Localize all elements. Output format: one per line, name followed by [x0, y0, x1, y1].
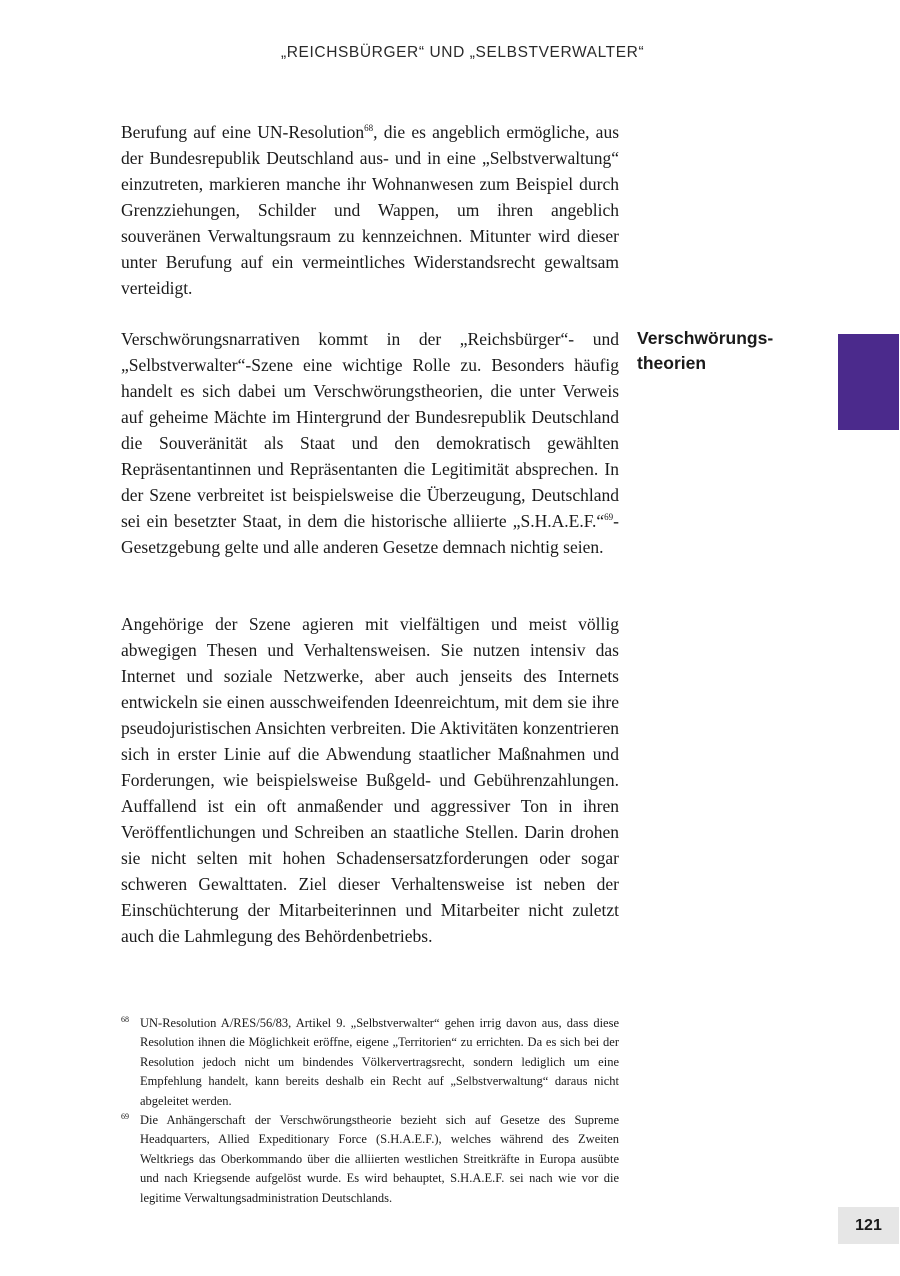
paragraph-2 — [121, 326, 619, 560]
paragraph-1 — [121, 119, 619, 301]
footnote-69 — [121, 1111, 619, 1208]
footnotes — [121, 1014, 619, 1208]
paragraph-2-text-a: Verschwörungsnarrativen kommt in der „Reichsbürger“- und „Selbstverwalter“-Szene eine wichtige Rolle zu. Besonders häufig handelt es sich dabei um Verschwörungstheorien, die unter Verweis auf geheime Mächte im Hintergrund der Bundesrepublik Deutschland die Souveränität als Staat und den demokratisch gewählten Repräsentantinnen und Repräsentanten die Legitimität absprechen. In der Szene verbreitet ist beispielsweise die Überzeugung, Deutschland sei ein besetzter Staat, in dem die historische alliierte „S.H.A.E.F.“ — [121, 329, 619, 531]
paragraph-1-text-b: , die es angeblich ermögliche, aus der Bundesrepublik Deutschland aus- und in eine „Selbstverwaltung“ einzutreten, markieren manche ihr Wohnanwesen zum Beispiel durch Grenzziehungen, Schilder und Wappen, um ihren angeblich souveränen Verwaltungsraum zu kennzeichnen. Mitunter wird dieser unter Berufung auf ein vermeintliches Widerstandsrecht gewaltsam verteidigt. — [121, 122, 620, 298]
running-head: „REICHSBÜRGER“ UND „SELBSTVERWALTER“ — [281, 44, 645, 61]
footnote-number: 68 — [121, 1015, 129, 1024]
footnote-ref-68[interactable]: 68 — [364, 123, 374, 133]
footnote-text: Die Anhängerschaft der Verschwörungstheorie bezieht sich auf Gesetze des Supreme Headquarters, Allied Expeditionary Force (S.H.A.E.F.), welches während des Zweiten Weltkriegs das Oberkommando über die alliierten westlichen Streitkräfte in Europa ausübte und nach Kriegsende aufgelöst wurde. Es wird behauptet, S.H.A.E.F. sei nach wie vor die legitime Verwaltungsadministration Deutschlands. — [140, 1113, 619, 1205]
footnote-text: UN-Resolution A/RES/56/83, Artikel 9. „Selbstverwalter“ gehen irrig davon aus, dass diese Resolution ihnen die Möglichkeit eröffne, eigene „Territorien“ zu errichten. Da es sich bei der Resolution jedoch nicht um bindendes Völkervertragsrecht, sondern lediglich um eine Empfehlung handelt, kann bereits deshalb ein Recht auf „Selbstverwaltung“ daraus nicht abgeleitet werden. — [140, 1016, 619, 1108]
margin-heading — [637, 326, 797, 376]
page-number: 121 — [838, 1207, 899, 1244]
footnote-ref-69[interactable]: 69 — [604, 512, 614, 522]
paragraph-1-text-a: Berufung auf eine UN-Resolution — [121, 122, 365, 142]
margin-heading-line-1: Verschwörungs- — [637, 328, 774, 348]
footnote-number: 69 — [121, 1112, 129, 1122]
footnote-68 — [121, 1014, 619, 1111]
paragraph-3-text: Angehörige der Szene agieren mit vielfältigen und meist völlig abwegigen Thesen und Verhaltensweisen. Sie nutzen intensiv das Internet und soziale Netzwerke, aber auch jenseits des Internets entwickeln sie einen ausschweifenden Ideenreichtum, mit dem sie ihre pseudojuristischen Ansichten verbreiten. Die Aktivitäten konzentrieren sich in erster Linie auf die Abwendung staatlicher Maßnahmen und Forderungen, wie beispielsweise Bußgeld- und Gebührenzahlungen. Auffallend ist ein oft anmaßender und aggressiver Ton in ihren Veröffentlichungen und Schreiben an staatliche Stellen. Darin drohen sie nicht selten mit hohen Schadensersatzforderungen oder sogar schweren Gewalttaten. Ziel dieser Verhaltensweise ist neben der Einschüchterung der Mitarbeiterinnen und Mitarbeiter nicht zuletzt auch die Lahmlegung des Behördenbetriebs. — [121, 614, 619, 946]
paragraph-3 — [121, 611, 619, 949]
paragraph-2-text-b: -Gesetzgebung gelte und alle anderen Gesetze demnach nichtig seien. — [121, 511, 619, 557]
chapter-tab-marker — [838, 334, 899, 430]
margin-heading-line-2: theorien — [637, 353, 707, 373]
